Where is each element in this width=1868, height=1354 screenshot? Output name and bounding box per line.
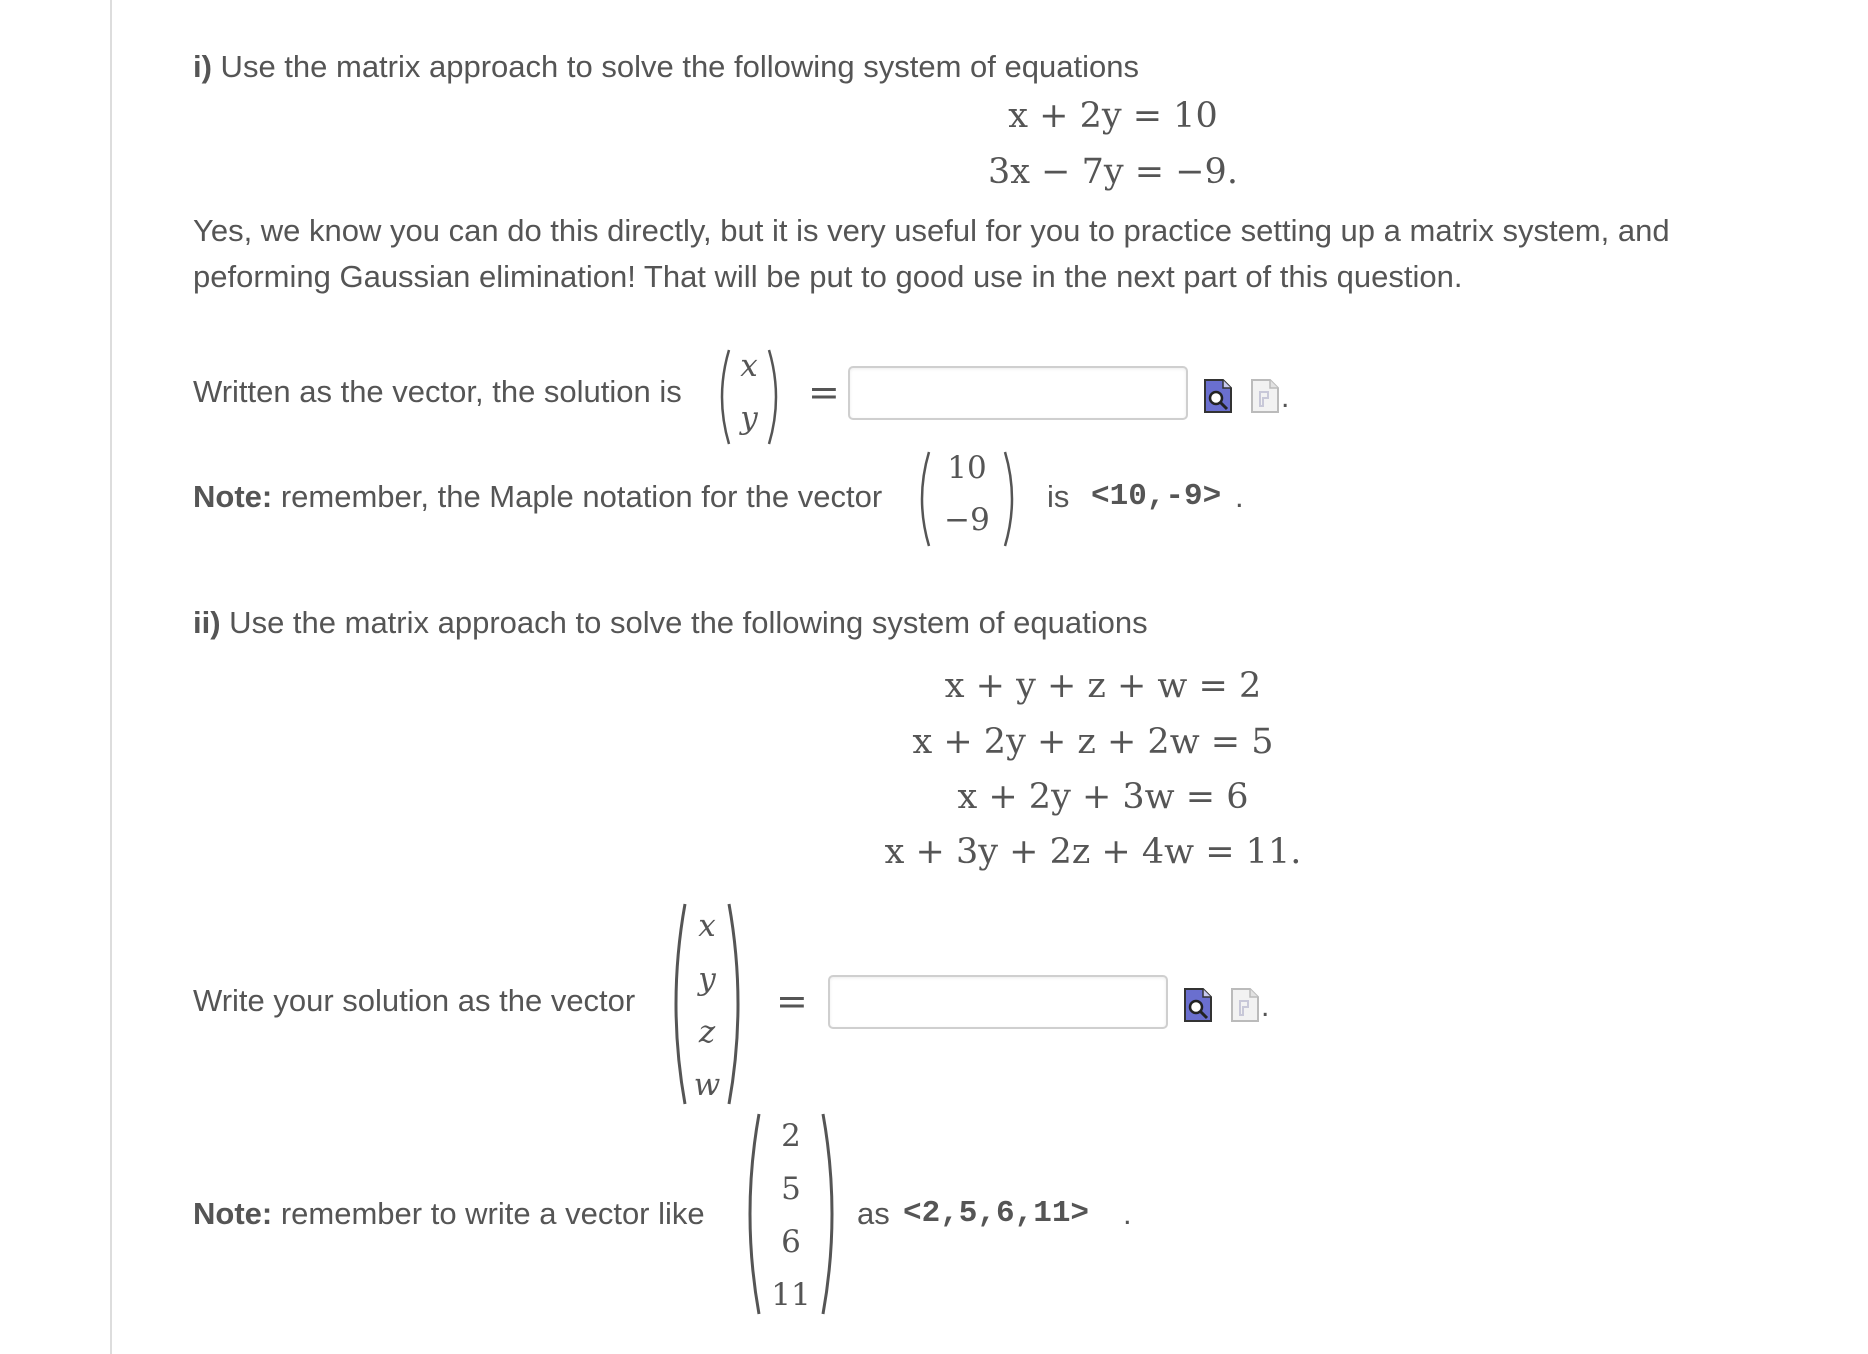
part2-vector-y: y	[698, 961, 716, 997]
part1-paragraph-line2: peforming Gaussian elimination! That will be put to good use in the next part of this question.	[193, 259, 1463, 294]
part2-note	[193, 1191, 705, 1237]
part2-note-vector	[741, 1108, 841, 1320]
part1-vector-y: y	[740, 400, 758, 436]
part1-note-text: remember, the Maple notation for the vector	[272, 479, 883, 514]
part2-intro	[193, 600, 1148, 646]
part1-preview-icon[interactable]	[1203, 378, 1233, 414]
part1-note-vector-entry-1: 10	[947, 450, 987, 486]
part1-intro-text: Use the matrix approach to solve the following system of equations	[211, 49, 1139, 84]
part2-vector-z: z	[698, 1014, 716, 1050]
part1-equation-1: x + 2y = 10	[1008, 96, 1218, 136]
part2-equation-4: x + 3y + 2z + 4w = 11.	[884, 832, 1302, 872]
part2-unknown-vector	[667, 898, 747, 1110]
part1-note-period: .	[1235, 479, 1244, 514]
part2-note-text: remember to write a vector like	[272, 1196, 705, 1231]
part1-note-vector-entry-2: −9	[944, 502, 990, 538]
part1-maple-syntax-icon[interactable]	[1250, 378, 1280, 414]
part1-unknown-vector	[713, 344, 785, 450]
part2-note-vector-entry-1: 2	[781, 1118, 801, 1154]
part1-note	[193, 474, 882, 520]
part1-answer-input[interactable]	[848, 366, 1188, 420]
part2-equation-3: x + 2y + 3w = 6	[957, 777, 1249, 817]
part1-equals-sign: =	[808, 370, 840, 414]
part2-note-label: Note:	[193, 1196, 273, 1231]
part2-intro-text: Use the matrix approach to solve the following system of equations	[220, 605, 1148, 640]
part2-equals-sign: =	[776, 979, 808, 1023]
part1-prompt: Written as the vector, the solution is	[193, 374, 682, 409]
part1-label: i)	[193, 49, 212, 84]
part1-intro	[193, 44, 1139, 90]
part1-note-label: Note:	[193, 479, 273, 514]
part2-answer-period: .	[1261, 990, 1270, 1023]
part1-note-is: is	[1047, 479, 1070, 514]
part1-equation-2: 3x − 7y = −9.	[988, 152, 1238, 192]
part2-note-vector-entry-2: 5	[781, 1171, 801, 1207]
part2-answer-input[interactable]	[828, 975, 1168, 1029]
part2-maple-notation: <2,5,6,11>	[903, 1196, 1090, 1231]
part1-paragraph-line1: Yes, we know you can do this directly, but it is very useful for you to practice setting up a matrix system, and	[193, 213, 1670, 248]
part2-note-as: as	[857, 1196, 890, 1231]
part2-note-period: .	[1123, 1196, 1132, 1231]
part2-preview-icon[interactable]	[1183, 987, 1213, 1023]
part2-label: ii)	[193, 605, 221, 640]
part2-vector-w: w	[693, 1067, 721, 1103]
part2-prompt: Write your solution as the vector	[193, 983, 636, 1018]
part1-maple-notation: <10,-9>	[1091, 479, 1222, 514]
part2-vector-x: x	[698, 908, 716, 944]
part2-equation-2: x + 2y + z + 2w = 5	[912, 722, 1274, 762]
left-border	[110, 0, 112, 1354]
part1-vector-x: x	[740, 348, 758, 384]
part2-note-vector-entry-3: 6	[781, 1224, 801, 1260]
part2-note-vector-entry-4: 11	[771, 1277, 811, 1313]
part2-maple-syntax-icon[interactable]	[1230, 987, 1260, 1023]
part1-note-vector	[915, 446, 1019, 552]
part1-answer-period: .	[1281, 381, 1290, 414]
part2-equation-1: x + y + z + w = 2	[944, 666, 1262, 706]
